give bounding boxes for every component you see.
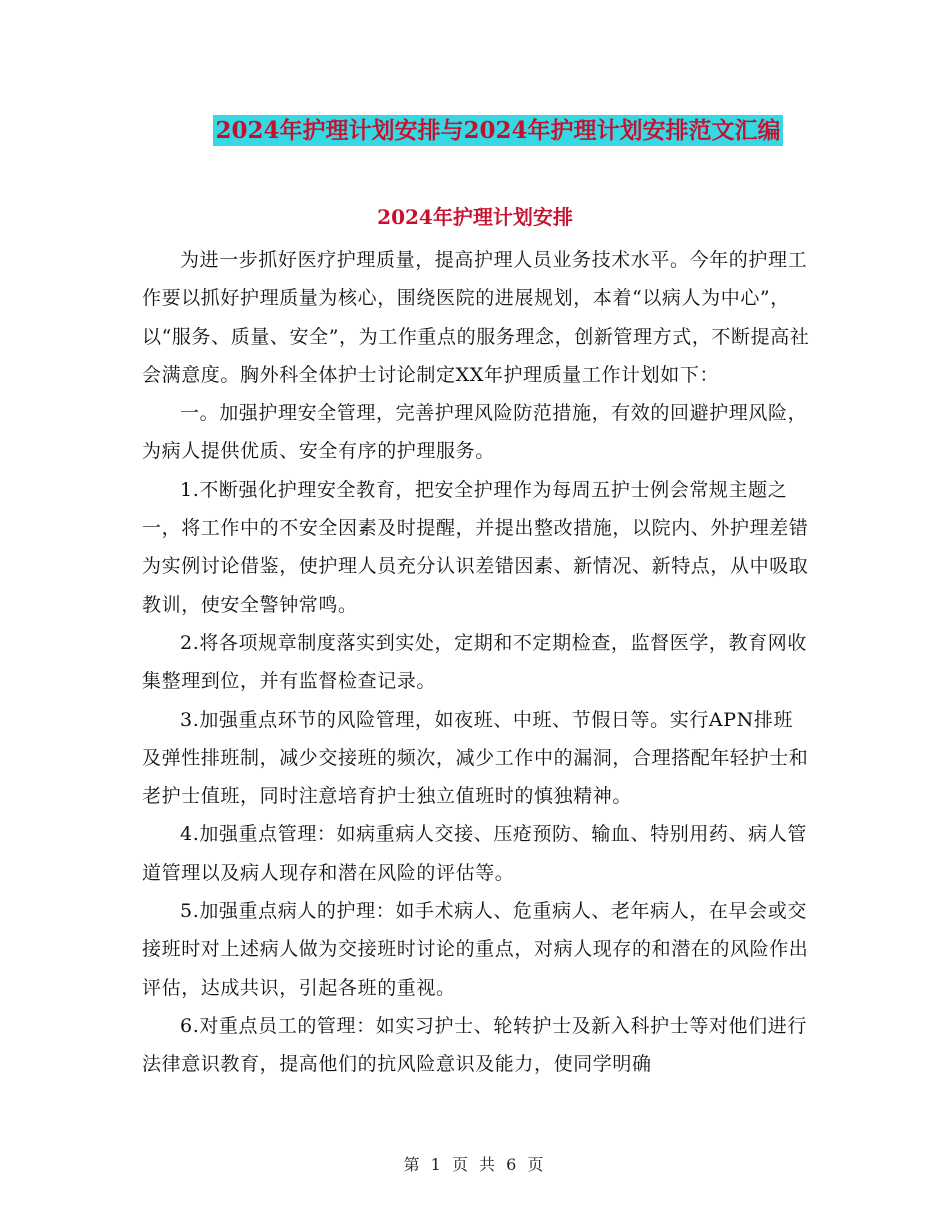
paragraph-item-1: 1.不断强化护理安全教育，把安全护理作为每周五护士例会常规主题之一，将工作中的不安全因素及时提醒，并提出整改措施，以院内、外护理差错为实例讨论借鉴，使护理人员充分认识差错因素、新情况、新特点，从中吸取教训，使安全警钟常鸣。 xyxy=(142,478,809,616)
document-body xyxy=(142,241,812,1084)
section-title: 2024年护理计划安排 xyxy=(377,205,573,229)
paragraph-item-6: 6.对重点员工的管理：如实习护士、轮转护士及新入科护士等对他们进行法律意识教育，提高他们的抗风险意识及能力，使同学明确 xyxy=(142,1014,807,1076)
paragraph-item-4: 4.加强重点管理：如病重病人交接、压疮预防、输血、特别用药、病人管道管理以及病人现存和潜在风险的评估等。 xyxy=(142,823,807,884)
paragraph-item-3: 3.加强重点环节的风险管理，如夜班、中班、节假日等。实行APN排班及弹性排班制，减少交接班的频次，减少工作中的漏洞，合理搭配年轻护士和老护士值班，同时注意培育护士独立值班时的慎独精神。 xyxy=(142,708,809,808)
main-title-highlight: 2024年护理计划安排与2024年护理计划安排范文汇编 xyxy=(215,117,781,144)
paragraph-item-2: 2.将各项规章制度落实到实处，定期和不定期检查，监督医学，教育网收集整理到位，并有监督检查记录。 xyxy=(142,631,807,693)
document-main-title xyxy=(0,112,950,150)
page-footer: 第 1 页 共 6 页 xyxy=(403,1155,547,1174)
paragraph-item-5: 5.加强重点病人的护理：如手术病人、危重病人、老年病人，在早会或交接班时对上述病人做为交接班时讨论的重点，对病人现存的和潜在的风险作出评估，达成共识，引起各班的重视。 xyxy=(142,900,809,999)
paragraph-intro: 为进一步抓好医疗护理质量，提高护理人员业务技术水平。今年的护理工作要以抓好护理质量为核心，围绕医院的进展规划，本着“以病人为中心”，以“服务、质量、安全”，为工作重点的服务理念，创新管理方式，不断提高社会满意度。胸外科全体护士讨论制定XX年护理质量工作计划如下： xyxy=(142,249,810,386)
paragraph-section-1: 一。加强护理安全管理，完善护理风险防范措施，有效的回避护理风险，为病人提供优质、安全有序的护理服务。 xyxy=(142,402,808,463)
